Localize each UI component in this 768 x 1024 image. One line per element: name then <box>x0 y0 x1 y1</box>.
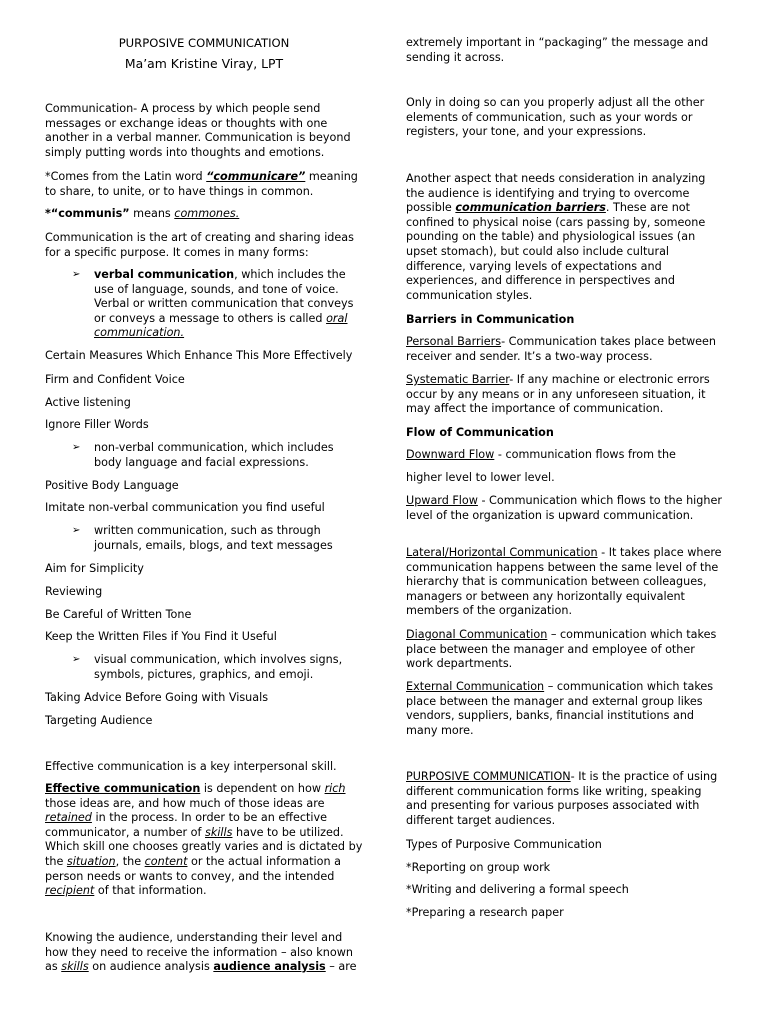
measure-item: Imitate non-verbal communication you find useful <box>45 501 325 514</box>
purposive-communication-paragraph: PURPOSIVE COMMUNICATION- It is the practice of using different communication forms like writing, speaking and presenting for various purposes associated with different target audiences. <box>406 770 718 827</box>
bullet-visual: ➢ visual communication, which involves signs, symbols, pictures, graphics, and emoji. <box>72 653 343 681</box>
communis-paragraph: *“communis” means commones. <box>45 207 240 220</box>
external-communication-paragraph: External Communication – communication which takes place between the manager and external group likes vendors, suppliers, banks, financial institutions and many more. <box>406 680 714 737</box>
forms-paragraph: Communication is the art of creating and sharing ideas for a specific purpose. It comes in many forms: <box>45 231 354 259</box>
type-item: *Reporting on group work <box>406 861 551 874</box>
arrow-bullet-icon: ➢ <box>72 525 81 536</box>
measure-item: Firm and Confident Voice <box>45 373 185 386</box>
flow-heading: Flow of Communication <box>406 426 554 439</box>
types-heading: Types of Purposive Communication <box>406 838 602 851</box>
measures-heading: Certain Measures Which Enhance This More Effectively <box>45 349 353 362</box>
personal-barriers-paragraph: Personal Barriers- Communication takes place between receiver and sender. It’s a two-way process. <box>406 335 717 363</box>
packaging-paragraph: extremely important in “packaging” the message and sending it across. <box>406 36 709 64</box>
measure-item: Positive Body Language <box>45 479 179 492</box>
arrow-bullet-icon: ➢ <box>72 442 81 453</box>
bullet-written: ➢ written communication, such as through journals, emails, blogs, and text messages <box>72 524 333 552</box>
upward-flow-paragraph: Upward Flow - Communication which flows to the higher level of the organization is upward communication. <box>406 494 722 522</box>
downward-flow-paragraph: Downward Flow - communication flows from the <box>406 448 676 461</box>
measure-item: Reviewing <box>45 585 103 598</box>
measure-item: Be Careful of Written Tone <box>45 608 192 621</box>
interpersonal-skill-paragraph: Effective communication is a key interpersonal skill. <box>45 760 337 773</box>
arrow-bullet-icon: ➢ <box>72 269 81 280</box>
lateral-communication-paragraph: Lateral/Horizontal Communication - It takes place where communication happens between the same level of the hierarchy that is communication between colleagues, managers or between any horizontally equivalent members of the organization. <box>406 546 722 618</box>
measure-item: Ignore Filler Words <box>45 418 149 431</box>
downward-flow-continued: higher level to lower level. <box>406 471 555 484</box>
type-item: *Writing and delivering a formal speech <box>406 883 629 896</box>
author-name: Ma’am Kristine Viray, LPT <box>124 56 284 71</box>
arrow-bullet-icon: ➢ <box>72 654 81 665</box>
systematic-barrier-paragraph: Systematic Barrier- If any machine or electronic errors occur by any means or in any unforeseen situation, it may affect the importance of communication. <box>406 373 710 416</box>
measure-item: Targeting Audience <box>45 714 153 727</box>
adjust-paragraph: Only in doing so can you properly adjust all the other elements of communication, such as your words or registers, your tone, and your expressions. <box>406 96 705 139</box>
measure-item: Aim for Simplicity <box>45 562 144 575</box>
effective-communication-paragraph: Effective communication is dependent on how rich those ideas are, and how much of those ideas are retained in the process. In order to be an effective communicator, a number of skills have to be utilized. Which skill one chooses greatly varies and is dictated by the situation, the content or the actual information a person needs or wants to convey, and the intended recipient of that information. <box>45 782 363 898</box>
bullet-verbal: ➢ verbal communication, which includes the use of language, sounds, and tone of voice. Verbal or written communication that conveys or conveys a message to others is called oral communication. <box>72 268 354 340</box>
measure-item: Keep the Written Files if You Find it Useful <box>45 630 277 643</box>
latin-origin-paragraph: *Comes from the Latin word “communicare” meaning to share, to unite, or to have things in common. <box>45 170 358 198</box>
measure-item: Taking Advice Before Going with Visuals <box>45 691 269 704</box>
barriers-heading: Barriers in Communication <box>406 313 575 326</box>
audience-paragraph: Knowing the audience, understanding their level and how they need to receive the information – also known as skills on audience analysis audience analysis – are <box>45 931 357 974</box>
bullet-nonverbal: ➢ non-verbal communication, which includes body language and facial expressions. <box>72 441 334 469</box>
measure-item: Active listening <box>45 396 131 409</box>
barriers-intro-paragraph: Another aspect that needs consideration in analyzing the audience is identifying and trying to overcome possible communication barriers. These are not confined to physical noise (cars passing by, someone pounding on the table) and physiological issues (an upset stomach), but could also include cultural difference, varying levels of expectations and experiences, and difference in perspectives and communication styles. <box>406 172 706 302</box>
definition-paragraph: Communication- A process by which people send messages or exchange ideas or thoughts with one another in a verbal manner. Communication is beyond simply putting words into thoughts and emotions. <box>45 102 351 159</box>
diagonal-communication-paragraph: Diagonal Communication – communication which takes place between the manager and employee of other work departments. <box>406 628 717 671</box>
document-title: PURPOSIVE COMMUNICATION <box>118 36 290 50</box>
type-item: *Preparing a research paper <box>406 906 564 919</box>
